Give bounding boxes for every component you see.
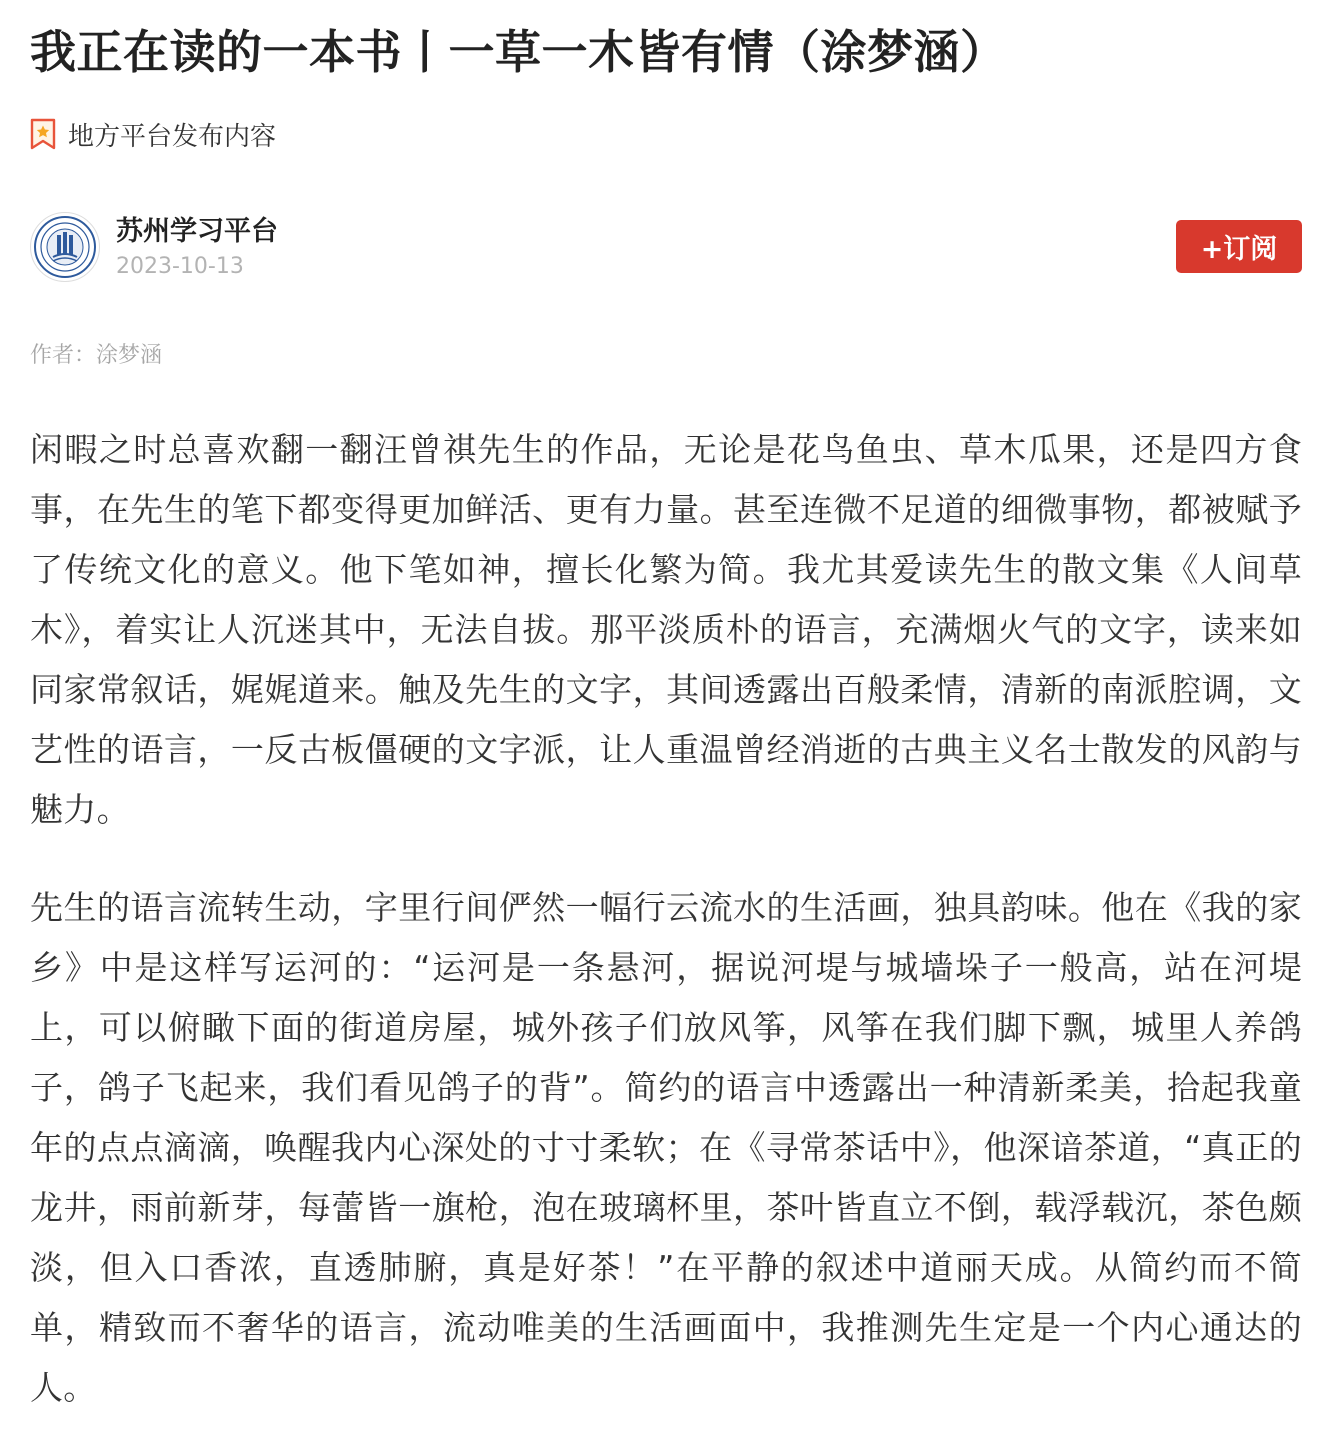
subscribe-button[interactable]: +订阅 <box>1176 220 1302 273</box>
author-line: 作者：涂梦涵 <box>30 343 163 368</box>
publisher-name[interactable]: 苏州学习平台 <box>116 216 278 247</box>
source-label-row <box>30 112 276 156</box>
article-paragraph: 先生的语言流转生动，字里行间俨然一幅行云流水的生活画，独具韵味。他在《我的家乡》中是这样写运河的：“运河是一条悬河，据说河堤与城墙垛子一般高，站在河堤上，可以俯瞰下面的街道房屋，城外孩子们放风筝，风筝在我们脚下飘，城里人养鸽子，鸽子飞起来，我们看见鸽子的背”。简约的语言中透露出一种清新柔美，拾起我童年的点点滴滴，唤醒我内心深处的寸寸柔软；在《寻常茶话中》，他深谙茶道，“真正的龙井，雨前新芽，每蕾皆一旗枪，泡在玻璃杯里，茶叶皆直立不倒，载浮载沉，茶色颇淡，但入口香浓，直透肺腑，真是好茶！”在平静的叙述中道丽天成。从简约而不简单，精致而不奢华的语言，流动唯美的生活画面中，我推测先生定是一个内心通达的人。 <box>30 888 1302 1407</box>
article-title: 我正在读的一本书丨一草一木皆有情（涂梦涵） <box>30 25 1007 79</box>
publisher-avatar[interactable] <box>30 212 100 282</box>
publish-date: 2023-10-13 <box>116 254 244 279</box>
bookmark-star-icon <box>30 118 56 150</box>
publisher-header <box>30 212 1302 284</box>
source-label: 地方平台发布内容 <box>68 121 277 152</box>
article-paragraph: 闲暇之时总喜欢翻一翻汪曾祺先生的作品，无论是花鸟鱼虫、草木瓜果，还是四方食事，在先生的笔下都变得更加鲜活、更有力量。甚至连微不足道的细微事物，都被赋予了传统文化的意义。他下笔如神，擅长化繁为简。我尤其爱读先生的散文集《人间草木》，着实让人沉迷其中，无法自拔。那平淡质朴的语言，充满烟火气的文字，读来如同家常叙话，娓娓道来。触及先生的文字，其间透露出百般柔情，清新的南派腔调，文艺性的语言，一反古板僵硬的文字派，让人重温曾经消逝的古典主义名士散发的风韵与魅力。 <box>30 430 1302 829</box>
suzhou-logo-icon <box>31 213 99 281</box>
article-body <box>30 420 1302 1456</box>
